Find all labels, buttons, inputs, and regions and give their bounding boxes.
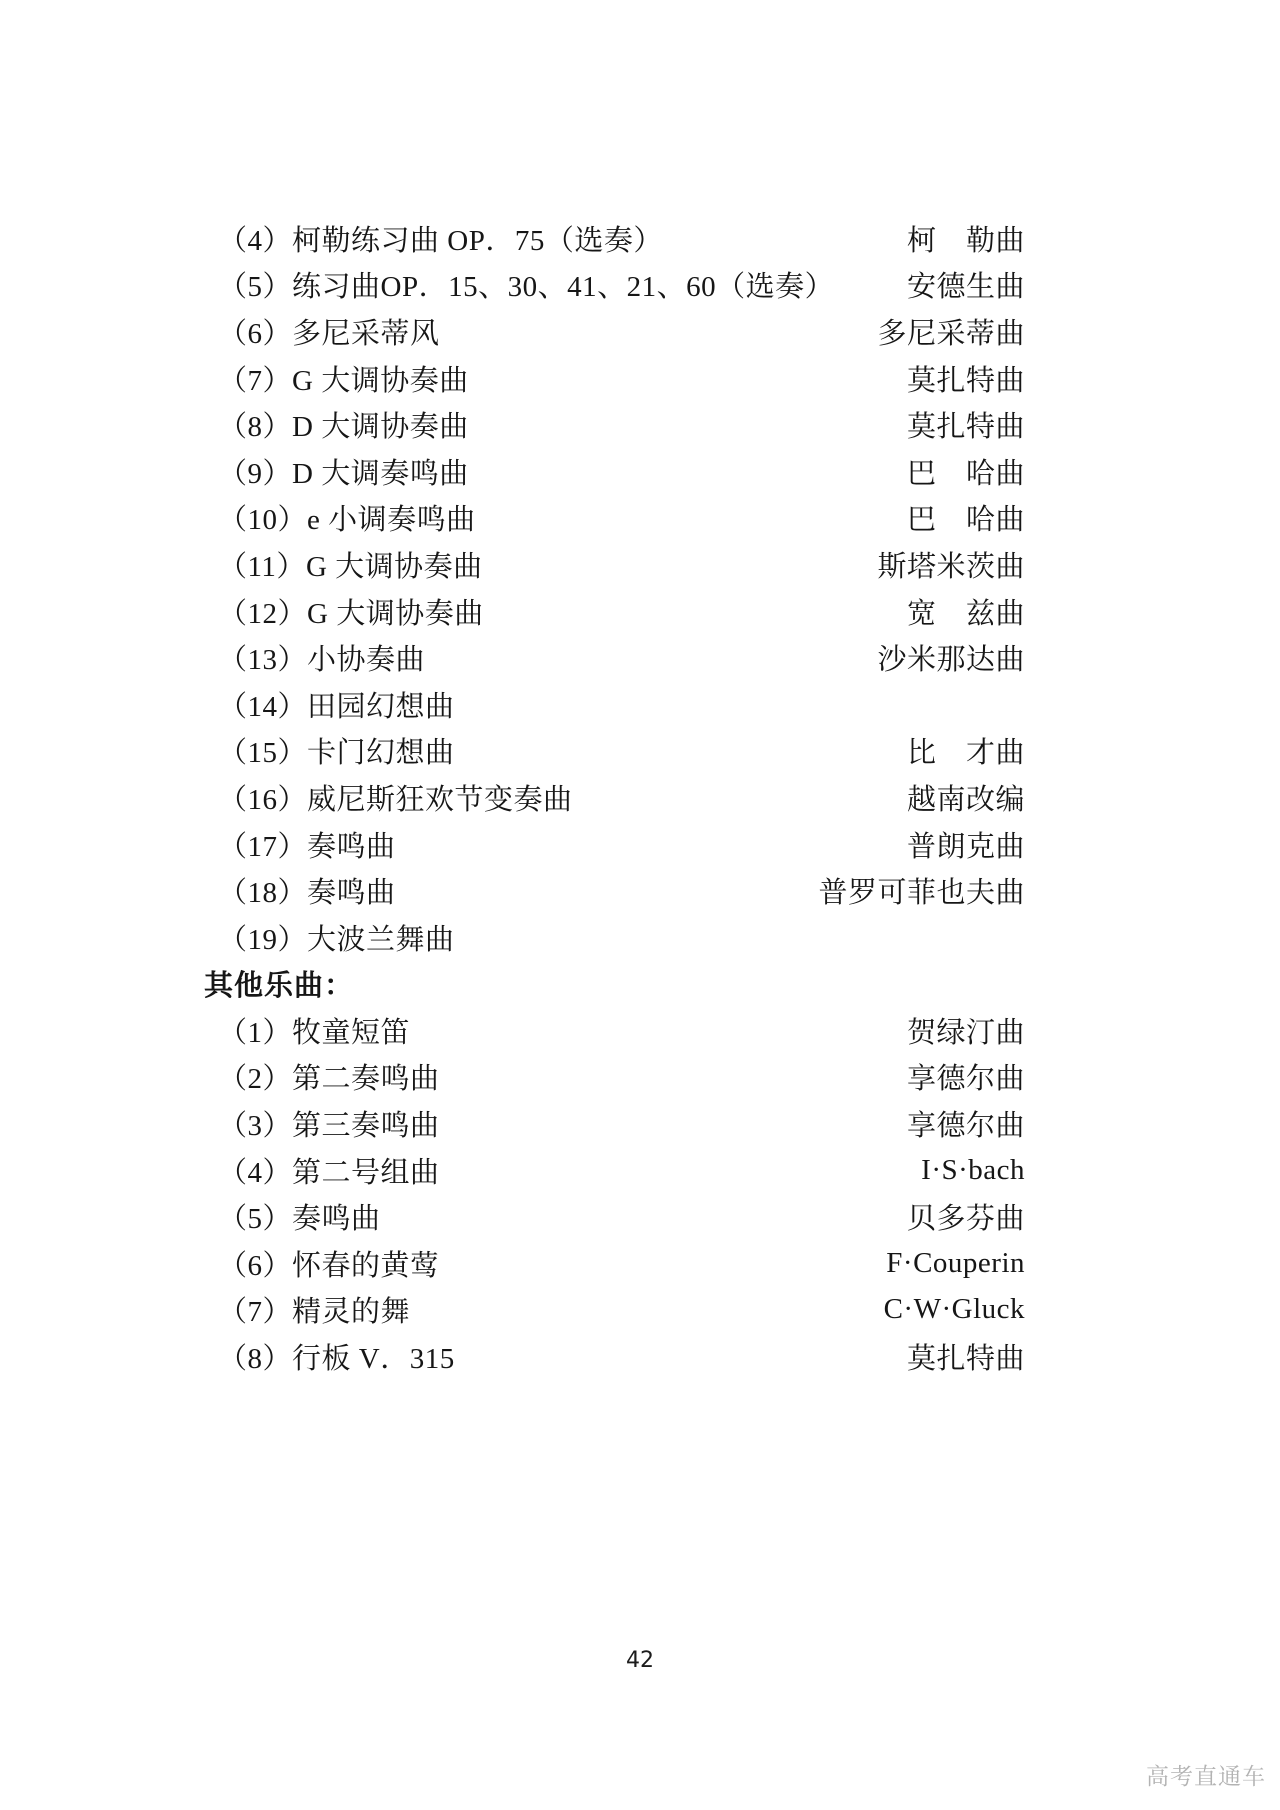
item-number: （5）: [218, 271, 293, 304]
item-number: （15）: [218, 737, 308, 770]
item-composer: 贝多芬曲: [906, 1203, 1025, 1236]
item-composer: 享德尔曲: [906, 1063, 1025, 1096]
item-number: （11）: [218, 550, 306, 583]
item-title: 第二号组曲: [292, 1156, 440, 1189]
item-number: （10）: [218, 504, 308, 537]
item-composer: I·S·bach: [921, 1153, 1025, 1186]
list-item: [218, 588, 1025, 635]
list-item: [218, 728, 1025, 775]
item-number: （16）: [218, 783, 308, 816]
watermark: 高考直通车: [1146, 1763, 1266, 1789]
item-composer: 莫扎特曲: [906, 411, 1025, 444]
item-title: 卡门幻想曲: [307, 737, 455, 770]
item-number: （3）: [218, 1110, 293, 1143]
list-item: [218, 1147, 1025, 1194]
item-composer: 多尼采蒂曲: [877, 317, 1025, 350]
piece-title: [218, 451, 469, 492]
item-number: （7）: [218, 364, 293, 397]
list-item: [218, 262, 1025, 309]
list-item: [218, 914, 1025, 961]
piece-title: [218, 591, 484, 632]
item-number: （17）: [218, 830, 308, 863]
item-composer: F·Couperin: [886, 1246, 1025, 1279]
item-number: （8）: [218, 411, 293, 444]
list-item: [218, 1100, 1025, 1147]
item-composer: 贺绿汀曲: [906, 1016, 1025, 1049]
item-composer: 沙米那达曲: [877, 644, 1025, 677]
item-title: D 大调协奏曲: [292, 411, 469, 444]
item-number: （4）: [218, 224, 293, 257]
item-composer: 柯 勒曲: [906, 224, 1025, 257]
item-number: （9）: [218, 457, 293, 490]
item-title: G 大调协奏曲: [307, 597, 484, 630]
list-item: [218, 867, 1025, 914]
piece-title: [218, 264, 834, 305]
item-number: （8）: [218, 1343, 293, 1376]
piece-title: [218, 1056, 440, 1097]
list-item: [218, 1333, 1025, 1380]
item-composer: 莫扎特曲: [906, 364, 1025, 397]
item-number: （4）: [218, 1156, 293, 1189]
piece-title: [218, 1103, 440, 1144]
item-composer: 普朗克曲: [906, 830, 1025, 863]
item-composer: 巴 哈曲: [906, 457, 1025, 490]
item-title: e 小调奏鸣曲: [307, 504, 476, 537]
piece-title: [218, 1289, 410, 1330]
list-item: [218, 1287, 1025, 1334]
list-item: [218, 215, 1025, 262]
list-item: [218, 1193, 1025, 1240]
list-item: [218, 821, 1025, 868]
piece-title: [218, 1150, 440, 1191]
list-item: [218, 355, 1025, 402]
item-title: 田园幻想曲: [307, 690, 455, 723]
item-composer: 享德尔曲: [906, 1110, 1025, 1143]
list-item: [218, 308, 1025, 355]
item-title: 怀春的黄莺: [292, 1249, 440, 1282]
piece-title: [218, 497, 476, 538]
item-title: 第三奏鸣曲: [292, 1110, 440, 1143]
piece-title: [218, 1196, 381, 1237]
piece-title: [218, 777, 573, 818]
item-title: 小协奏曲: [307, 644, 426, 677]
item-title: 柯勒练习曲 OP．75（选奏）: [292, 224, 663, 257]
item-number: （6）: [218, 1249, 293, 1282]
piece-title: [218, 404, 469, 445]
section-heading-row: [204, 961, 1025, 1008]
item-title: 奏鸣曲: [307, 877, 396, 910]
list-item: [218, 1240, 1025, 1287]
piece-title: [218, 870, 396, 911]
item-number: （5）: [218, 1203, 293, 1236]
item-number: （6）: [218, 317, 293, 350]
item-composer: 比 才曲: [906, 737, 1025, 770]
item-number: （7）: [218, 1296, 293, 1329]
item-composer: 斯塔米茨曲: [877, 550, 1025, 583]
item-number: （1）: [218, 1016, 293, 1049]
item-title: G 大调协奏曲: [292, 364, 469, 397]
list-item: [218, 1007, 1025, 1054]
item-title: D 大调奏鸣曲: [292, 457, 469, 490]
item-composer: C·W·Gluck: [883, 1293, 1025, 1326]
list-item: [218, 448, 1025, 495]
list-item: [218, 541, 1025, 588]
item-composer: 越南改编: [906, 783, 1025, 816]
item-composer: 宽 兹曲: [906, 597, 1025, 630]
item-title: 威尼斯狂欢节变奏曲: [307, 783, 573, 816]
item-number: （19）: [218, 923, 308, 956]
item-number: （18）: [218, 877, 308, 910]
item-number: （13）: [218, 644, 308, 677]
item-composer: 普罗可菲也夫曲: [818, 877, 1025, 910]
piece-title: [218, 1336, 455, 1377]
item-title: 奏鸣曲: [292, 1203, 381, 1236]
list-item: [218, 495, 1025, 542]
item-number: （2）: [218, 1063, 293, 1096]
item-title: 奏鸣曲: [307, 830, 396, 863]
item-number: （12）: [218, 597, 308, 630]
item-title: 大波兰舞曲: [307, 923, 455, 956]
list-item: [218, 1054, 1025, 1101]
list-item: [218, 634, 1025, 681]
repertoire-list: [204, 215, 1025, 1380]
piece-title: [218, 358, 469, 399]
item-title: 精灵的舞: [292, 1296, 411, 1329]
piece-title: [218, 637, 425, 678]
section-heading: 其他乐曲：: [204, 970, 355, 1003]
item-title: 多尼采蒂风: [292, 317, 440, 350]
item-title: 牧童短笛: [292, 1016, 411, 1049]
piece-title: [218, 684, 455, 725]
item-title: 第二奏鸣曲: [292, 1063, 440, 1096]
list-item: [218, 681, 1025, 728]
piece-title: [218, 1243, 440, 1284]
piece-title: [218, 311, 440, 352]
piece-title: [218, 1010, 410, 1051]
item-composer: 莫扎特曲: [906, 1343, 1025, 1376]
item-number: （14）: [218, 690, 308, 723]
item-title: 行板 V．315: [292, 1343, 455, 1376]
item-title: 练习曲OP．15、30、41、21、60（选奏）: [292, 271, 835, 304]
page-number: 42: [626, 1648, 654, 1673]
list-item: [218, 401, 1025, 448]
list-item: [218, 774, 1025, 821]
piece-title: [218, 917, 455, 958]
piece-title: [218, 544, 483, 585]
piece-title: [218, 730, 455, 771]
item-composer: 巴 哈曲: [906, 504, 1025, 537]
item-composer: 安德生曲: [906, 271, 1025, 304]
piece-title: [218, 218, 663, 259]
piece-title: [218, 824, 396, 865]
item-title: G 大调协奏曲: [305, 550, 483, 583]
